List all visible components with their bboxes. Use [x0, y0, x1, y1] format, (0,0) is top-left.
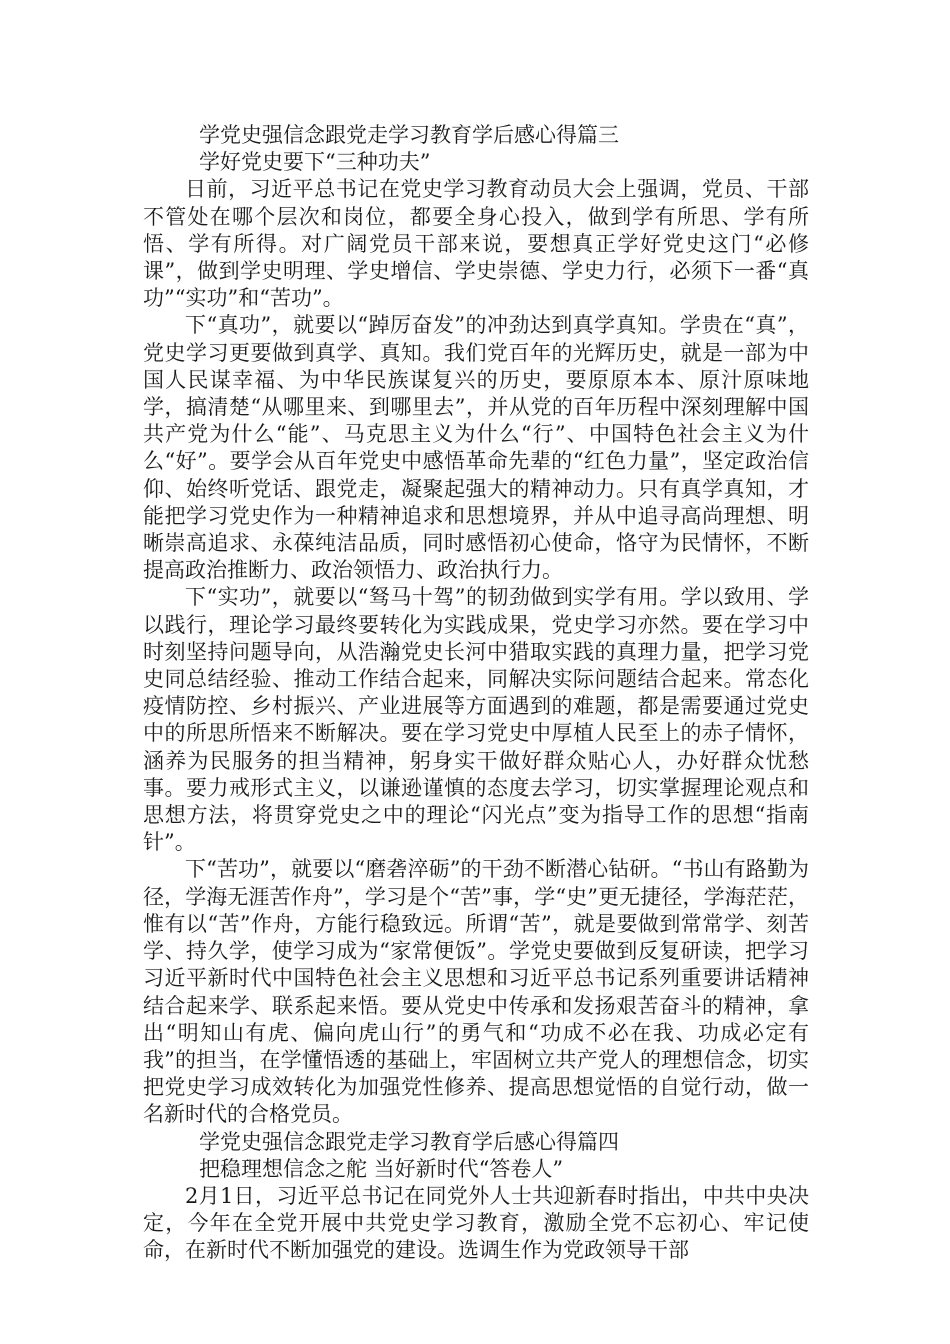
paragraph: 下“苦功”，就要以“磨砻淬砺”的干劲不断潜心钻研。“书山有路勤为径，学海无涯苦作舟”，学习是个“苦”事，学“史”更无捷径，学海茫茫，惟有以“苦”作舟，方能行稳致远。所谓“苦”，就是要做到常常学、刻苦学、持久学，使学习成为“家常便饭”。学党史要做到反复研读，把学习习近平新时代中国特色社会主义思想和习近平总书记系列重要讲话精神结合起来学、联系起来悟。要从党史中传承和发扬艰苦奋斗的精神，拿出“明知山有虎、偏向虎山行”的勇气和“功成不必在我、功成必定有我”的担当，在学懂悟透的基础上，牢固树立共产党人的理想信念，切实把党史学习成效转化为加强党性修养、提高思想觉悟的自觉行动，做一名新时代的合格党员。 [143, 857, 809, 1127]
paragraph: 下“真功”，就要以“踔厉奋发”的冲劲达到真学真知。学贵在“真”，党史学习更要做到真学、真知。我们党百年的光辉历史，就是一部为中国人民谋幸福、为中华民族谋复兴的历史，要原原本本、原汁原味地学，搞清楚“从哪里来、到哪里去”，并从党的百年历程中深刻理解中国共产党为什么“能”、马克思主义为什么“行”、中国特色社会主义为什么“好”。要学会从百年党史中感悟革命先辈的“红色力量”，坚定政治信仰、始终听党话、跟党走，凝聚起强大的精神动力。只有真学真知，才能把学习党史作为一种精神追求和思想境界，并从中追寻高尚理想、明晰崇高追求、永葆纯洁品质，同时感悟初心使命，恪守为民情怀，不断提高政治推断力、政治领悟力、政治执行力。 [143, 313, 809, 583]
paragraph: 下“实功”，就要以“驽马十驾”的韧劲做到实学有用。学以致用、学以践行，理论学习最终要转化为实践成果，党史学习亦然。要在学习中时刻坚持问题导向，从浩瀚党史长河中猎取实践的真理力量，把学习党史同总结经验、推动工作结合起来，同解决实际问题结合起来。常态化疫情防控、乡村振兴、产业进展等方面遇到的难题，都是需要通过党史中的所思所悟来不断解决。要在学习党史中厚植人民至上的赤子情怀，涵养为民服务的担当精神，躬身实干做好群众贴心人，办好群众忧愁事。要力戒形式主义，以谦逊谨慎的态度去学习，切实掌握理论观点和思想方法，将贯穿党史之中的理论“闪光点”变为指导工作的思想“指南针”。 [143, 585, 809, 855]
section-three-title: 学党史强信念跟党走学习教育学后感心得篇三 [199, 123, 619, 147]
paragraph: 日前，习近平总书记在党史学习教育动员大会上强调，党员、干部不管处在哪个层次和岗位，都要全身心投入，做到学有所思、学有所悟、学有所得。对广阔党员干部来说，要想真正学好党史这门“必修课”，做到学史明理、学史增信、学史崇德、学史力行，必须下一番“真功”“实功”和“苦功”。 [143, 177, 809, 311]
section-four-subtitle: 把稳理想信念之舵 当好新时代“答卷人” [199, 1156, 564, 1181]
document-body [143, 122, 809, 1265]
section-three-subtitle: 学好党史要下“三种功夫” [199, 150, 431, 175]
section-four-title: 学党史强信念跟党走学习教育学后感心得篇四 [199, 1129, 619, 1154]
paragraph: 2月1日，习近平总书记在同党外人士共迎新春时指出，中共中央决定，今年在全党开展中共党史学习教育，激励全党不忘初心、牢记使命，在新时代不断加强党的建设。选调生作为党政领导干部 [143, 1183, 809, 1263]
